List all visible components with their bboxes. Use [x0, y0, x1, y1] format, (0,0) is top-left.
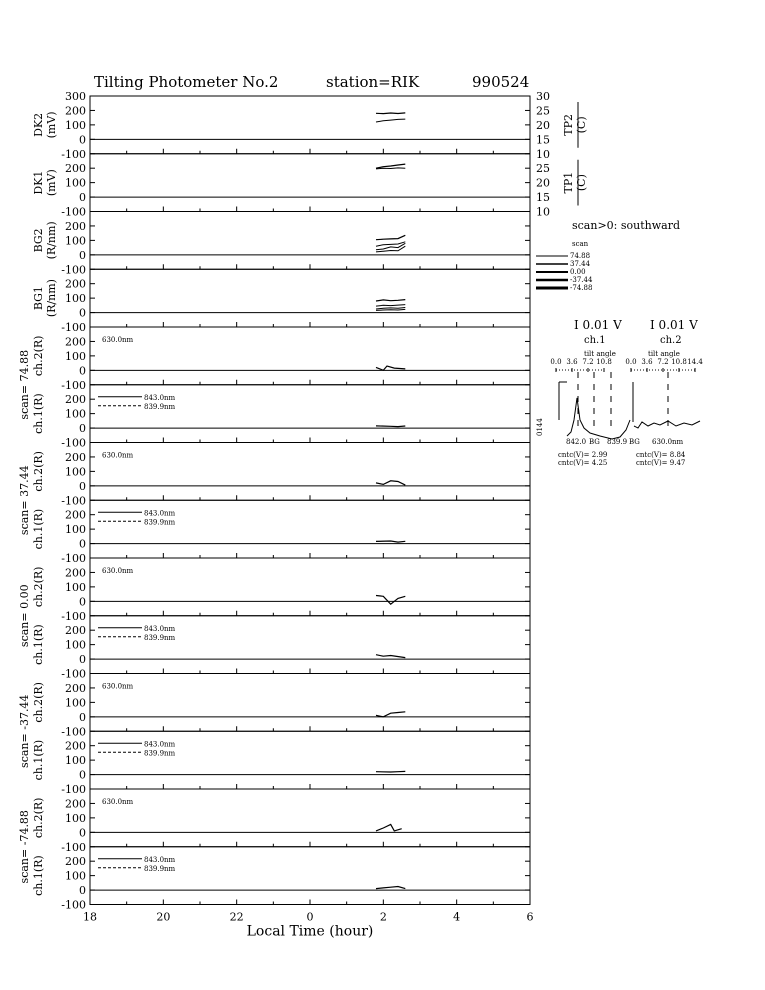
series-line [376, 366, 405, 370]
y-axis-label [32, 393, 45, 434]
inset-angle-tick: 10.8 [671, 358, 687, 366]
y-axis-label-line: (mV) [45, 169, 58, 197]
panel-frame [90, 443, 530, 501]
y-axis-label-line: ch.1(R) [32, 624, 45, 665]
right-axis-label [562, 172, 588, 194]
inset-ch1-volt: I 0.01 V [574, 318, 622, 332]
tilt-angle-inset [536, 318, 703, 467]
series-line [376, 712, 405, 717]
legend-entry: -37.44 [570, 276, 593, 284]
right-tick-label: 30 [536, 90, 550, 103]
y-tick-label: 200 [65, 104, 86, 118]
inset-ch1-name: ch.1 [584, 335, 606, 346]
right-tick-label: 25 [536, 162, 550, 176]
x-tick-label: 18 [83, 910, 97, 924]
x-tick-label: 22 [229, 910, 244, 924]
legend-solid-text: 843.0nm [144, 855, 176, 864]
inset-ch2-line2: cntc(V)= 9.47 [636, 459, 686, 467]
y-tick-label: 100 [65, 869, 86, 883]
y-axis-label-line: (R/nm) [45, 221, 58, 260]
y-tick-label: 0 [79, 710, 86, 724]
y-tick-label: -100 [61, 436, 86, 450]
y-tick-label: 0 [79, 306, 86, 320]
y-tick-label: 100 [65, 465, 86, 479]
y-axis-label [32, 169, 58, 196]
panel-frame [90, 327, 530, 385]
panel-frame [90, 789, 530, 847]
inset-angle-tick: 7.2 [657, 358, 669, 366]
panel-dk1 [32, 154, 588, 219]
y-tick-label: 100 [65, 118, 86, 132]
y-axis-label [32, 682, 45, 723]
y-tick-label: 100 [65, 176, 86, 190]
legend-entry: -74.88 [570, 284, 593, 292]
y-tick-label: -100 [61, 783, 86, 796]
y-axis-label-line: ch.2(R) [32, 682, 45, 723]
y-tick-label: 100 [65, 292, 86, 306]
legend-dashed-text: 839.9nm [144, 402, 176, 411]
y-tick-label: -100 [61, 321, 86, 334]
series-line [376, 426, 405, 427]
panel-bg2 [32, 212, 530, 277]
y-tick-label: 0 [79, 653, 86, 667]
y-axis-label [32, 624, 45, 665]
panel-s1c2 [18, 327, 530, 420]
y-tick-label: -100 [61, 263, 86, 277]
panel-frame [90, 154, 530, 212]
inset-bottom-2: BG [589, 438, 600, 446]
legend-solid-text: 843.0nm [144, 509, 176, 518]
scan-group-text: scan= -37.44 [18, 694, 31, 768]
y-tick-label: -100 [61, 898, 86, 912]
series-line [376, 235, 405, 239]
scan-group-text: scan= 37.44 [18, 465, 31, 536]
series-line [376, 305, 405, 307]
panel-s3c2 [18, 558, 530, 647]
inset-tilt-label-2: tilt angle [648, 350, 680, 358]
x-tick-label: 20 [156, 910, 171, 924]
x-axis-label: Local Time (hour) [246, 923, 374, 940]
series-line [376, 596, 405, 605]
inset-bottom-4: BG [629, 438, 640, 446]
panel-frame [90, 212, 530, 270]
y-axis-label [32, 111, 58, 138]
chart-title: Tilting Photometer No.2 [94, 73, 279, 91]
y-tick-label: -100 [61, 552, 86, 565]
legend-entry: 0.00 [570, 268, 586, 276]
panel-frame [90, 558, 530, 616]
scan-group-text: scan= 0.00 [18, 584, 31, 648]
panel-dk2 [32, 90, 588, 161]
y-tick-label: 200 [65, 681, 86, 695]
inset-ch1-line1: cntc(V)= 2.99 [558, 451, 608, 459]
y-tick-label: 300 [65, 90, 86, 103]
y-tick-label: 0 [79, 422, 86, 436]
scan-group-label [18, 584, 31, 647]
y-tick-label: -100 [61, 378, 86, 392]
right-tick-label: 20 [536, 176, 550, 190]
panel-s4c2 [18, 674, 530, 768]
scan-group-label [18, 695, 31, 768]
right-axis-label [562, 114, 588, 136]
y-tick-label: 200 [65, 566, 86, 580]
y-tick-label: 100 [65, 696, 86, 710]
y-tick-label: 0 [79, 537, 86, 551]
y-tick-label: -100 [61, 205, 86, 219]
inset-angle-tick: 0.0 [625, 358, 637, 366]
right-tick-label: 25 [536, 104, 550, 118]
legend-solid-text: 843.0nm [144, 740, 176, 749]
inset-angle-tick: 3.6 [566, 358, 578, 366]
y-tick-label: 100 [65, 349, 86, 363]
legend-solid-text: 843.0nm [144, 624, 176, 633]
y-axis-label-line: ch.1(R) [32, 739, 45, 781]
legend-dashed-text: 839.9nm [144, 864, 176, 873]
y-axis-label-line: BG2 [32, 228, 45, 253]
y-tick-label: 200 [65, 739, 86, 753]
scan-group-label [18, 465, 31, 535]
legend-dashed-text: 839.9nm [144, 518, 176, 527]
inset-bottom-3: 839.9 [607, 438, 628, 446]
y-axis-label-line: (mV) [45, 111, 58, 139]
y-axis-label [32, 855, 45, 896]
series-line [376, 541, 405, 542]
y-tick-label: 200 [65, 450, 86, 464]
inset-side-text: 0144 [536, 418, 544, 436]
panel-frame [90, 96, 530, 154]
y-axis-label [32, 798, 45, 839]
y-tick-label: 0 [79, 884, 86, 898]
x-tick-label: 4 [453, 910, 461, 924]
y-tick-label: 200 [65, 624, 86, 638]
panel-frame [90, 674, 530, 732]
right-tick-label: 20 [536, 118, 550, 132]
y-tick-label: 0 [79, 133, 86, 147]
series-line [376, 655, 405, 658]
panel-bg1 [32, 269, 530, 334]
wavelength-note: 630.0nm [102, 451, 134, 460]
y-tick-label: -100 [61, 667, 86, 681]
y-axis-label-line: ch.2(R) [32, 566, 45, 608]
x-tick-label: 6 [526, 910, 534, 924]
y-tick-label: 200 [65, 393, 86, 407]
y-tick-label: 100 [65, 811, 86, 825]
y-tick-label: 100 [65, 580, 86, 594]
y-axis-label-line: DK1 [32, 170, 45, 195]
y-tick-label: 100 [65, 638, 86, 652]
y-axis-label [32, 567, 45, 608]
y-axis-label-line: ch.1(R) [32, 855, 45, 896]
y-axis-label [32, 451, 45, 492]
y-axis-label-line: ch.1(R) [32, 393, 45, 434]
right-tick-label: 15 [536, 133, 550, 147]
inset-bottom-5: 630.0nm [652, 438, 684, 446]
right-axis-label-line: TP2 [562, 114, 575, 136]
y-tick-label: 100 [65, 523, 86, 537]
y-axis-label [32, 336, 45, 377]
y-axis-label [32, 279, 58, 317]
y-tick-label: -100 [61, 147, 86, 161]
y-axis-label-line: (R/nm) [45, 279, 58, 318]
scan-group-text: scan= 74.88 [18, 349, 31, 420]
panels-group [18, 90, 591, 912]
panel-frame [90, 269, 530, 327]
right-axis-label-line: (C) [575, 174, 588, 192]
inset-ch2-line1: cntc(V)= 8.84 [636, 451, 686, 459]
x-axis [83, 911, 534, 940]
y-tick-label: 200 [65, 335, 86, 349]
series-line [376, 308, 405, 310]
inset-angle-tick: 10.8 [596, 358, 612, 366]
x-tick-label: 2 [379, 910, 387, 924]
inset-ch1-line2: cntc(V)= 4.25 [558, 459, 608, 467]
y-axis-label [32, 221, 58, 259]
scan-group-label [18, 810, 31, 883]
panel-s1c1 [32, 385, 530, 450]
legend-solid-text: 843.0nm [144, 393, 176, 402]
inset-bottom-1: 842.0 [566, 438, 587, 446]
wavelength-note: 630.0nm [102, 798, 134, 806]
inset-ch2-name: ch.2 [660, 335, 682, 346]
inset-ch2-volt: I 0.01 V [650, 318, 698, 332]
y-tick-label: 100 [65, 234, 86, 248]
scan-group-label [18, 350, 31, 420]
inset-side-label [536, 418, 544, 436]
right-axis-label-line: (C) [575, 116, 588, 134]
y-tick-label: -100 [61, 725, 86, 739]
series-line [376, 119, 405, 122]
y-tick-label: 0 [79, 768, 86, 782]
legend-title: scan>0: southward [572, 219, 680, 232]
y-axis-label-line: BG1 [32, 286, 45, 311]
legend-entry: 74.88 [570, 252, 591, 260]
y-tick-label: 0 [79, 826, 86, 840]
wavelength-note: 630.0nm [102, 682, 134, 691]
date-label: 990524 [472, 73, 530, 91]
y-axis-label [32, 509, 45, 550]
scan-legend [536, 219, 680, 292]
series-line [376, 771, 405, 772]
inset-ch1-curve [567, 398, 630, 439]
y-axis-label-line: ch.2(R) [32, 797, 45, 839]
panel-s5c2 [18, 789, 530, 883]
series-line [376, 824, 402, 831]
y-tick-label: 200 [65, 508, 86, 522]
right-tick-label: 15 [536, 191, 550, 205]
right-tick-label: 10 [536, 147, 550, 161]
y-tick-label: 200 [65, 219, 86, 233]
legend-subtitle: scan [572, 240, 589, 248]
inset-angle-tick: 7.2 [582, 358, 594, 366]
inset-angle-tick: 3.6 [641, 358, 653, 366]
y-tick-label: 200 [65, 162, 86, 176]
y-tick-label: 0 [79, 479, 86, 493]
series-line [376, 113, 405, 114]
y-tick-label: 100 [65, 754, 86, 768]
y-tick-label: 0 [79, 248, 86, 262]
panel-s4c1 [32, 731, 530, 796]
y-tick-label: 200 [65, 797, 86, 811]
y-tick-label: -100 [61, 494, 86, 508]
y-axis-label-line: ch.2(R) [32, 451, 45, 492]
series-line [376, 481, 405, 485]
y-axis-label-line: ch.1(R) [32, 508, 45, 550]
panel-s2c1 [32, 500, 530, 565]
station-label: station=RIK [326, 73, 420, 91]
series-line [376, 168, 405, 169]
inset-tilt-label-1: tilt angle [584, 350, 616, 358]
y-tick-label: 200 [65, 277, 86, 291]
series-line [376, 300, 405, 301]
y-tick-label: 0 [79, 364, 86, 378]
scan-group-text: scan= -74.88 [18, 810, 31, 884]
legend-dashed-text: 839.9nm [144, 633, 176, 642]
legend-entry: 37.44 [570, 260, 591, 268]
panel-s2c2 [18, 443, 530, 536]
y-tick-label: 100 [65, 407, 86, 421]
inset-angle-tick: 0.0 [550, 358, 562, 366]
y-tick-label: 200 [65, 855, 86, 869]
right-tick-label: 10 [536, 205, 550, 219]
series-line [376, 887, 405, 889]
wavelength-note: 630.0nm [102, 567, 134, 575]
y-axis-label-line: DK2 [32, 112, 45, 137]
y-axis-label-line: ch.2(R) [32, 335, 45, 377]
y-tick-label: 0 [79, 595, 86, 609]
x-tick-label: 0 [306, 910, 314, 924]
wavelength-note: 630.0nm [102, 336, 134, 344]
legend-dashed-text: 839.9nm [144, 749, 176, 758]
inset-ch2-curve [634, 421, 700, 428]
y-axis-label [32, 740, 45, 781]
y-tick-label: -100 [61, 609, 86, 623]
y-tick-label: 0 [79, 191, 86, 205]
panel-s3c1 [32, 616, 530, 681]
y-tick-label: -100 [61, 840, 86, 854]
right-axis-label-line: TP1 [562, 171, 575, 194]
inset-angle-tick: 14.4 [687, 358, 703, 366]
series-line [376, 309, 405, 310]
panel-s5c1 [32, 847, 530, 912]
